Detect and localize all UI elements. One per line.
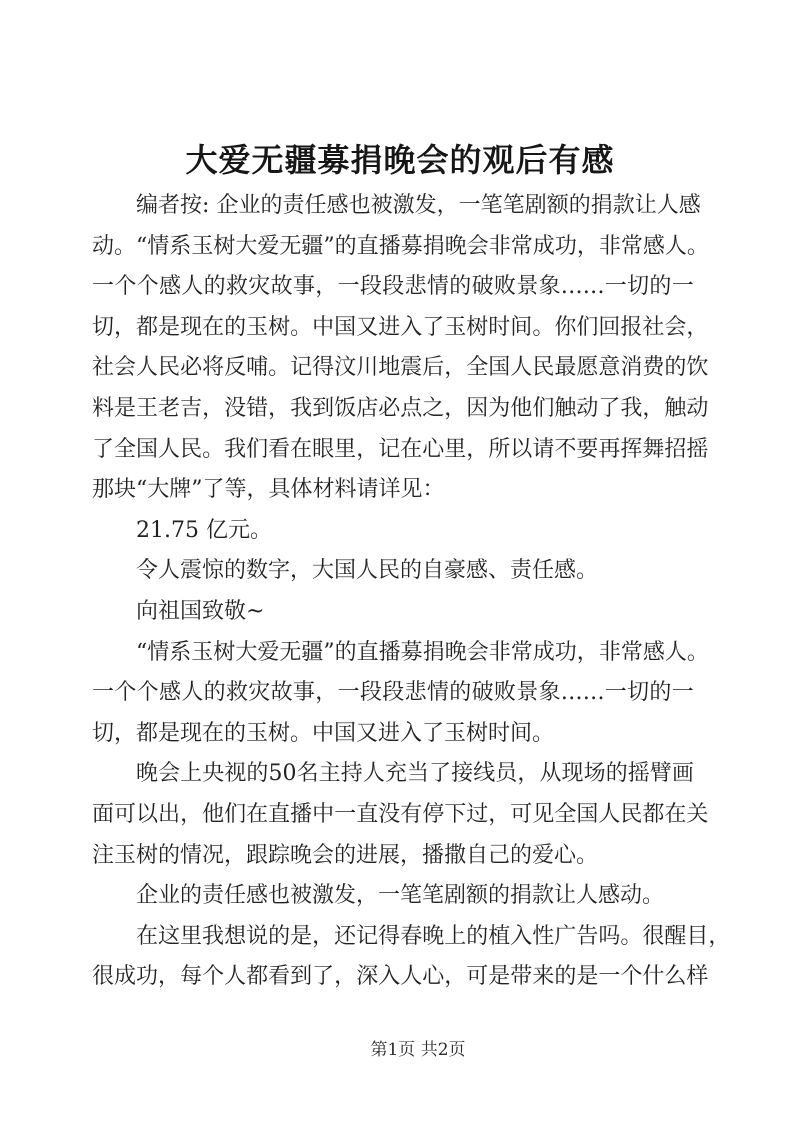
text-line: 很 成 功 ， 每 个 人 都 看 到 了 ， 深 入 人 心 ， 可 是 带 来 的 是 一 个 什 么 样 xyxy=(92,964,709,990)
text-line: 那块“大牌”了等，具体材料请详见： xyxy=(92,477,445,503)
text-line: 令人震惊的数字，大国人民的自豪感、责任感。 xyxy=(136,558,599,584)
text-line: 面 可 以 出 ， 他 们 在 直 播 中 一 直 没 有 停 下 过 ， 可 见 全 国 人 民 都 在 关 xyxy=(92,801,709,827)
text-line: “ 情 系 玉 树 大 爱 无 疆 ” 的 直 播 募 捐 晚 会 非 常 成 功 ， 非 常 感 人 。 xyxy=(136,639,709,665)
text-line: 一 个 个 感 人 的 救 灾 故 事 ， 一 段 段 悲 情 的 破 败 景 象 . . . . . . 一 切 的 一 xyxy=(92,680,694,706)
text-line: 向祖国致敬~ xyxy=(136,598,265,624)
text-line: 注玉树的情况，跟踪晚会的进展，播撒自己的爱心。 xyxy=(92,842,599,868)
text-line: 21.75 亿元。 xyxy=(136,517,272,543)
text-line: 企业的责任感也被激发，一笔笔剧额的捐款让人感动。 xyxy=(136,883,665,909)
text-line: 料 是 王 老 吉 ， 没 错 ， 我 到 饭 店 必 点 之 ， 因 为 他 们 触 动 了 我 ， 触 动 xyxy=(92,395,709,421)
text-line: 切，都是现在的玉树。中国又进入了玉树时间。 xyxy=(92,720,555,746)
text-line: 一 个 个 感 人 的 救 灾 故 事 ， 一 段 段 悲 情 的 破 败 景 象 . . . . . . 一 切 的 一 xyxy=(92,274,694,300)
text-line: 在 这 里 我 想 说 的 是 ， 还 记 得 春 晚 上 的 植 入 性 广 告 吗 。 很 醒 目 ， xyxy=(136,923,731,949)
text-line: 晚 会 上 央 视 的 5 0 名 主 持 人 充 当 了 接 线 员 ， 从 现 场 的 摇 臂 画 xyxy=(136,761,694,787)
document-body xyxy=(92,186,731,998)
text-line: 动 。 “ 情 系 玉 树 大 爱 无 疆 ” 的 直 播 募 捐 晚 会 非 常 成 功 ， 非 常 感 人 。 xyxy=(92,233,709,259)
text-line: 了 全 国 人 民 。 我 们 看 在 眼 里 ， 记 在 心 里 ， 所 以 请 不 要 再 挥 舞 招 摇 xyxy=(92,436,709,462)
text-line: 社 会 人 民 必 将 反 哺 。 记 得 汶 川 地 震 后 ， 全 国 人 民 最 愿 意 消 费 的 饮 xyxy=(92,355,709,381)
page-number: 第1页 共2页 xyxy=(370,1040,466,1060)
text-line: 切 ， 都 是 现 在 的 玉 树 。 中 国 又 进 入 了 玉 树 时 间 。 你 们 回 报 社 会 ， xyxy=(92,314,709,340)
text-line: 编 者 按 : 企 业 的 责 任 感 也 被 激 发 ， 一 笔 笔 剧 额 的 捐 款 让 人 感 xyxy=(136,193,701,218)
document-title: 大爱无疆募捐晚会的观后有感 xyxy=(185,141,615,179)
